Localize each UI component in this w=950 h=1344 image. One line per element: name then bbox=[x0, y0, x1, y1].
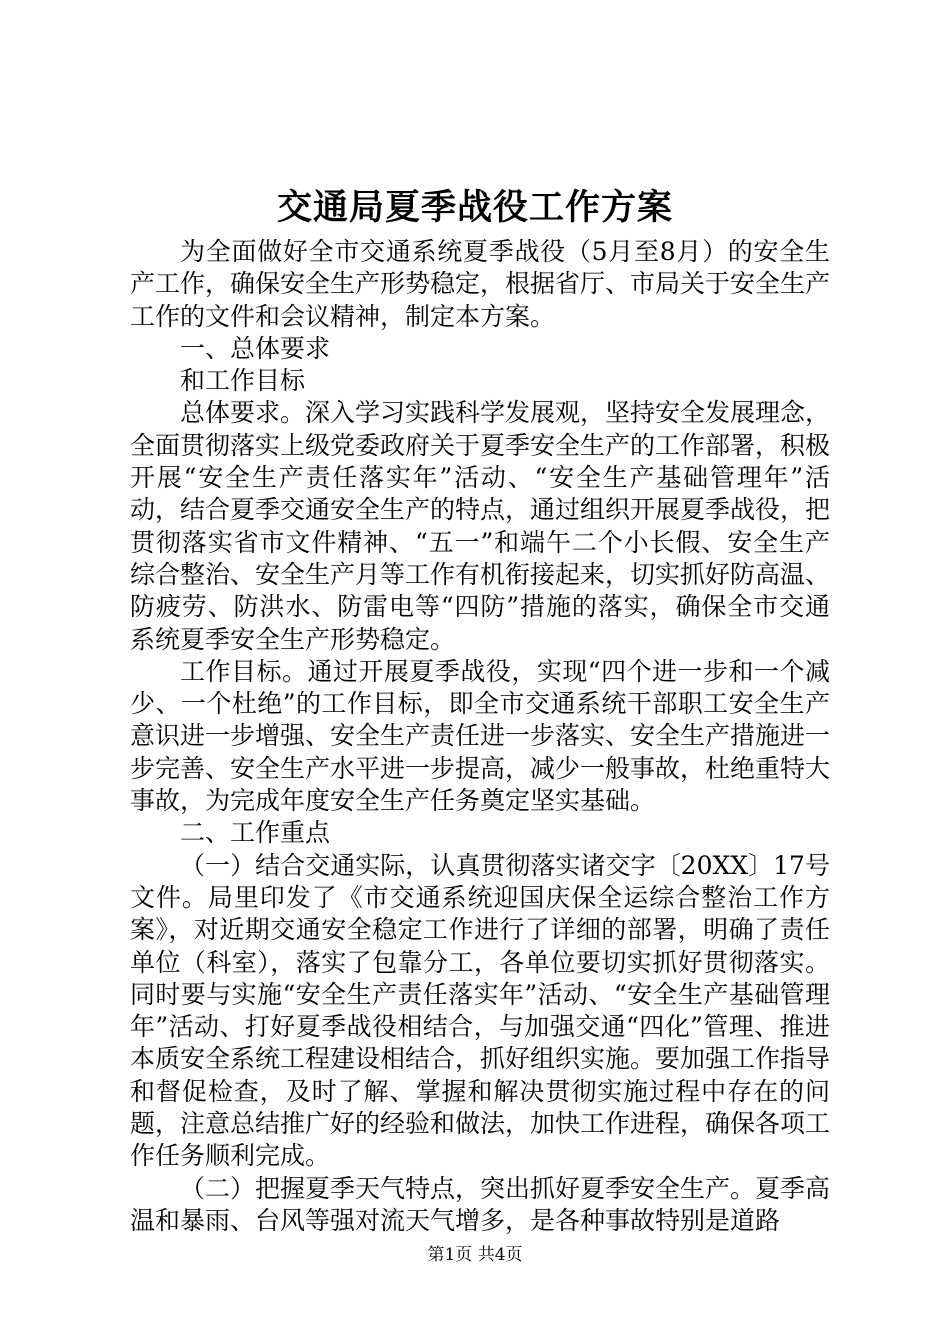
page-number-footer: 第1页 共4页 bbox=[427, 1245, 523, 1265]
general-requirements-paragraph: 总体要求。深入学习实践科学发展观，坚持安全发展理念，全面贯彻落实上级党委政府关于夏季安全生产的工作部署，积极开展“安全生产责任落实年”活动、“安全生产基础管理年”活动，结合夏季交通安全生产的特点，通过组织开展夏季战役，把贯彻落实省市文件精神、“五一”和端午二个小长假、安全生产综合整治、安全生产月等工作有机衔接起来，切实抓好防高温、防疲劳、防洪水、防雷电等“四防”措施的落实，确保全市交通系统夏季安全生产形势稳定。 bbox=[130, 398, 831, 654]
focus-item-2-paragraph: （二）把握夏季天气特点，突出抓好夏季安全生产。夏季高温和暴雨、台风等强对流天气增多，是各种事故特别是道路 bbox=[130, 1173, 831, 1235]
section-heading-focus: 二、工作重点 bbox=[180, 818, 331, 848]
document-body bbox=[130, 236, 830, 1237]
section-heading-goals: 和工作目标 bbox=[180, 366, 306, 396]
intro-paragraph: 为全面做好全市交通系统夏季战役（5月至8月）的安全生产工作，确保安全生产形势稳定，根据省厅、市局关于安全生产工作的文件和会议精神，制定本方案。 bbox=[130, 237, 831, 331]
page-title: 交通局夏季战役工作方案 bbox=[276, 187, 673, 228]
work-goals-paragraph: 工作目标。通过开展夏季战役，实现“四个进一步和一个减少、一个杜绝”的工作目标，即全市交通系统干部职工安全生产意识进一步增强、安全生产责任进一步落实、安全生产措施进一步完善、安全生产水平进一步提高，减少一般事故，杜绝重特大事故，为完成年度安全生产任务奠定坚实基础。 bbox=[130, 656, 831, 816]
section-heading-general: 一、总体要求 bbox=[180, 333, 331, 363]
focus-item-1-paragraph: （一）结合交通实际，认真贯彻落实诸交字〔20XX〕17号文件。局里印发了《市交通系统迎国庆保全运综合整治工作方案》，对近期交通安全稳定工作进行了详细的部署，明确了责任单位（科室），落实了包靠分工，各单位要切实抓好贯彻落实。同时要与实施“安全生产责任落实年”活动、“安全生产基础管理年”活动、打好夏季战役相结合，与加强交通“四化”管理、推进本质安全系统工程建设相结合，抓好组织实施。要加强工作指导和督促检查，及时了解、掌握和解决贯彻实施过程中存在的问题，注意总结推广好的经验和做法，加快工作进程，确保各项工作任务顺利完成。 bbox=[130, 850, 831, 1171]
